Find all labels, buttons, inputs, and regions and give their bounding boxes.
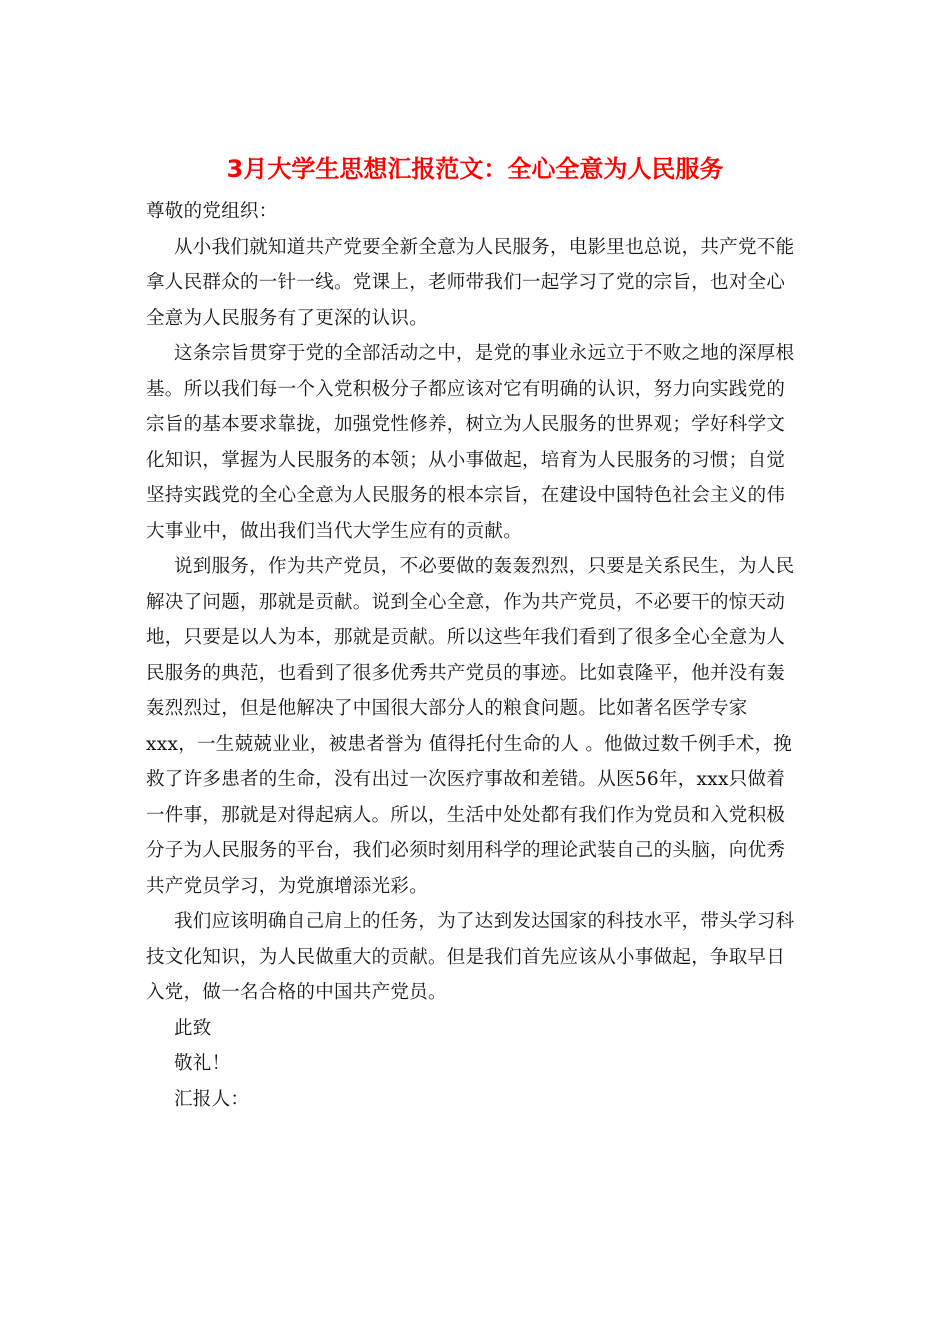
paragraph-3 (146, 549, 806, 904)
paragraph-line: 解决了问题，那就是贡献。说到全心全意，作为共产党员，不必要干的惊天动 (146, 591, 786, 613)
paragraph-line: 轰烈烈过，但是他解决了中国很大部分人的粮食问题。比如著名医学专家 (146, 698, 748, 719)
paragraph-line: 共产党员学习，为党旗增添光彩。 (146, 875, 429, 897)
paragraph-line: 我们应该明确自己肩上的任务，为了达到发达国家的科技水平，带头学习科 (174, 911, 795, 932)
paragraph-line: 技文化知识，为人民做重大的贡献。但是我们首先应该从小事做起，争取早日 (146, 946, 786, 968)
paragraph-line: 地，只要是以人为本，那就是贡献。所以这些年我们看到了很多全心全意为人 (146, 627, 786, 648)
paragraph-1 (146, 230, 806, 337)
reporter-label: 汇报人： (174, 1088, 250, 1110)
paragraph-line: 一件事，那就是对得起病人。所以，生活中处处都有我们作为党员和入党积极 (146, 804, 786, 826)
paragraph-line: 这条宗旨贯穿于党的全部活动之中，是党的事业永远立于不败之地的深厚根 (174, 343, 795, 364)
paragraph-line: 民服务的典范，也看到了很多优秀共产党员的事迹。比如袁隆平，他并没有轰 (146, 662, 786, 684)
regards: 敬礼！ (174, 1053, 231, 1074)
closing: 此致 (174, 1017, 212, 1039)
paragraph-line: 从小我们就知道共产党要全新全意为人民服务，电影里也总说，共产党不能 (174, 236, 795, 258)
paragraph-line: 坚持实践党的全心全意为人民服务的根本宗旨，在建设中国特色社会主义的伟 (146, 485, 786, 506)
paragraph-line: 分子为人民服务的平台，我们必须时刻用科学的理论武装自己的头脑，向优秀 (146, 840, 786, 861)
paragraph-2 (146, 336, 806, 549)
paragraph-line: 化知识，掌握为人民服务的本领；从小事做起，培育为人民服务的习惯；自觉 (146, 449, 786, 471)
paragraph-line: 全意为人民服务有了更深的认识。 (146, 307, 429, 329)
paragraph-line: 拿人民群众的一针一线。党课上，老师带我们一起学习了党的宗旨，也对全心 (146, 272, 786, 293)
paragraph-line: 入党，做一名合格的中国共产党员。 (146, 982, 447, 1003)
document-body (146, 194, 806, 1117)
paragraph-line: 说到服务，作为共产党员，不必要做的轰轰烈烈，只要是关系民生，为人民 (174, 556, 795, 577)
paragraph-line: 宗旨的基本要求靠拢，加强党性修养，树立为人民服务的世界观；学好科学文 (146, 414, 786, 435)
paragraph-4 (146, 904, 806, 1011)
paragraph-line: 基。所以我们每一个入党积极分子都应该对它有明确的认识，努力向实践党的 (146, 378, 786, 400)
salutation: 尊敬的党组织： (146, 201, 278, 222)
paragraph-line: 救了许多患者的生命，没有出过一次医疗事故和差错。从医56年，xxx只做着 (146, 769, 786, 790)
paragraph-line: 大事业中，做出我们当代大学生应有的贡献。 (146, 520, 523, 542)
paragraph-line: xxx，一生兢兢业业，被患者誉为 值得托付生命的人 。他做过数千例手术，挽 (146, 733, 793, 755)
document-title: 3月大学生思想汇报范文：全心全意为人民服务 (226, 155, 724, 183)
